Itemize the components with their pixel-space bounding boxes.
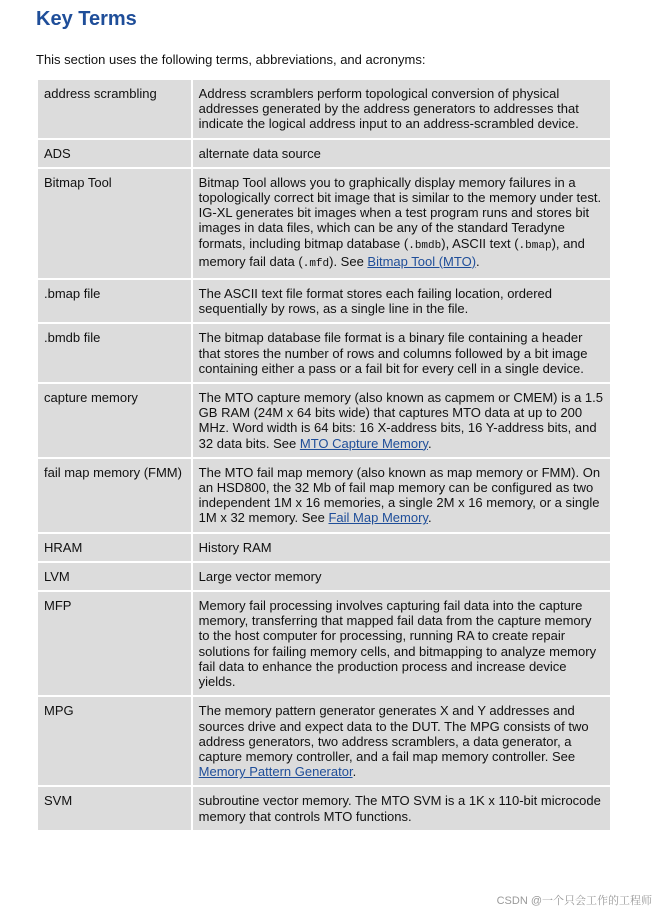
table-row — [38, 384, 610, 457]
memory-pattern-generator-link[interactable]: Memory Pattern Generator — [198, 764, 353, 780]
definition-cell — [193, 697, 610, 785]
definition-cell: Large vector memory — [193, 563, 610, 590]
table-row — [38, 324, 610, 382]
definition-text: . — [352, 764, 357, 780]
definition-text: The MTO capture memory (also known as capmem or CMEM) is a 1.5 GB RAM (24M x 64 bits wide) that captures MTO data at up to 200 MHz. Word width is 64 bits: 16 X-address bits, 16 Y-address bits, and 32 data bits. See — [198, 390, 603, 451]
definition-text: . — [427, 510, 432, 526]
table-row — [38, 534, 610, 561]
term-cell: HRAM — [38, 534, 191, 561]
term-cell: MPG — [38, 697, 191, 785]
definition-text: . — [427, 435, 432, 451]
term-cell: MFP — [38, 592, 191, 695]
definition-text: ), and memory fail data ( — [198, 235, 585, 269]
definition-text: ). See — [329, 253, 368, 269]
table-row — [38, 697, 610, 785]
definition-cell: subroutine vector memory. The MTO SVM is a 1K x 110-bit microcode memory that controls MTO functions. — [193, 787, 610, 829]
mto-capture-memory-link[interactable]: MTO Capture Memory — [299, 435, 428, 451]
definition-cell: Address scramblers perform topological conversion of physical addresses generated by the address generators to addresses that indicate the logical address input to an address-scrambled device. — [193, 80, 610, 138]
table-row — [38, 459, 610, 532]
bitmap-tool-link[interactable]: Bitmap Tool (MTO) — [367, 253, 477, 269]
table-row — [38, 140, 610, 167]
definition-cell — [193, 384, 610, 457]
term-cell: address scrambling — [38, 80, 191, 138]
intro-text: This section uses the following terms, abbreviations, and acronyms: — [36, 52, 426, 67]
definition-text: ), ASCII text ( — [441, 235, 519, 251]
definition-cell — [193, 459, 610, 532]
file-extension-code: .bmdb — [408, 239, 442, 252]
definition-text: . — [476, 253, 480, 269]
definition-cell: The bitmap database file format is a binary file containing a header that stores the number of rows and columns followed by a bit image containing either a pass or a fail bit for every cell in a single device. — [193, 324, 610, 382]
definition-text: The memory pattern generator generates X and Y addresses and sources drive and expect data to the DUT. The MPG consists of two address generators, two address scramblers, a data generator, a capture memory controller, and a fail map memory controller. See — [198, 703, 589, 764]
term-cell: SVM — [38, 787, 191, 829]
term-cell: Bitmap Tool — [38, 169, 191, 278]
definition-cell: The ASCII text file format stores each failing location, ordered sequentially by rows, as a single line in the file. — [193, 280, 610, 322]
term-cell: capture memory — [38, 384, 191, 457]
table-row — [38, 80, 610, 138]
key-terms-table — [36, 78, 612, 832]
term-cell: .bmap file — [38, 280, 191, 322]
definition-cell — [193, 169, 610, 278]
definition-text: Bitmap Tool allows you to graphically display memory failures in a topologically correct bit image that is similar to the memory under test. IG-XL generates bit images when a test program runs and stores bit images in data files, which can be any of the standard Teradyne formats, including bitmap database ( — [198, 174, 602, 251]
definition-cell: History RAM — [193, 534, 610, 561]
table-row — [38, 592, 610, 695]
definition-cell: alternate data source — [193, 140, 610, 167]
definition-text: The MTO fail map memory (also known as map memory or FMM). On an HSD800, the 32 Mb of fail map memory can be configured as two independent 1M x 16 memories, a single 2M x 16 memory, or a single 1M x 32 memory. See — [198, 464, 601, 526]
table-row — [38, 280, 610, 322]
file-extension-code: .mfd — [302, 257, 330, 270]
term-cell: LVM — [38, 563, 191, 590]
term-cell: .bmdb file — [38, 324, 191, 382]
table-row — [38, 563, 610, 590]
watermark: CSDN @一个只会工作的工程师 — [496, 895, 652, 907]
table-row — [38, 787, 610, 829]
term-cell: ADS — [38, 140, 191, 167]
term-cell: fail map memory (FMM) — [38, 459, 191, 532]
page-title: Key Terms — [36, 8, 137, 30]
fail-map-memory-link[interactable]: Fail Map Memory — [328, 510, 428, 526]
file-extension-code: .bmap — [518, 239, 552, 252]
definition-cell: Memory fail processing involves capturing fail data into the capture memory, transferring that mapped fail data from the capture memory to the host computer for processing, running RA to create repair solutions for failing memory cells, and bitmapping to analyze memory fail data to enhance the production process and increase device yields. — [193, 592, 610, 695]
table-row — [38, 169, 610, 278]
